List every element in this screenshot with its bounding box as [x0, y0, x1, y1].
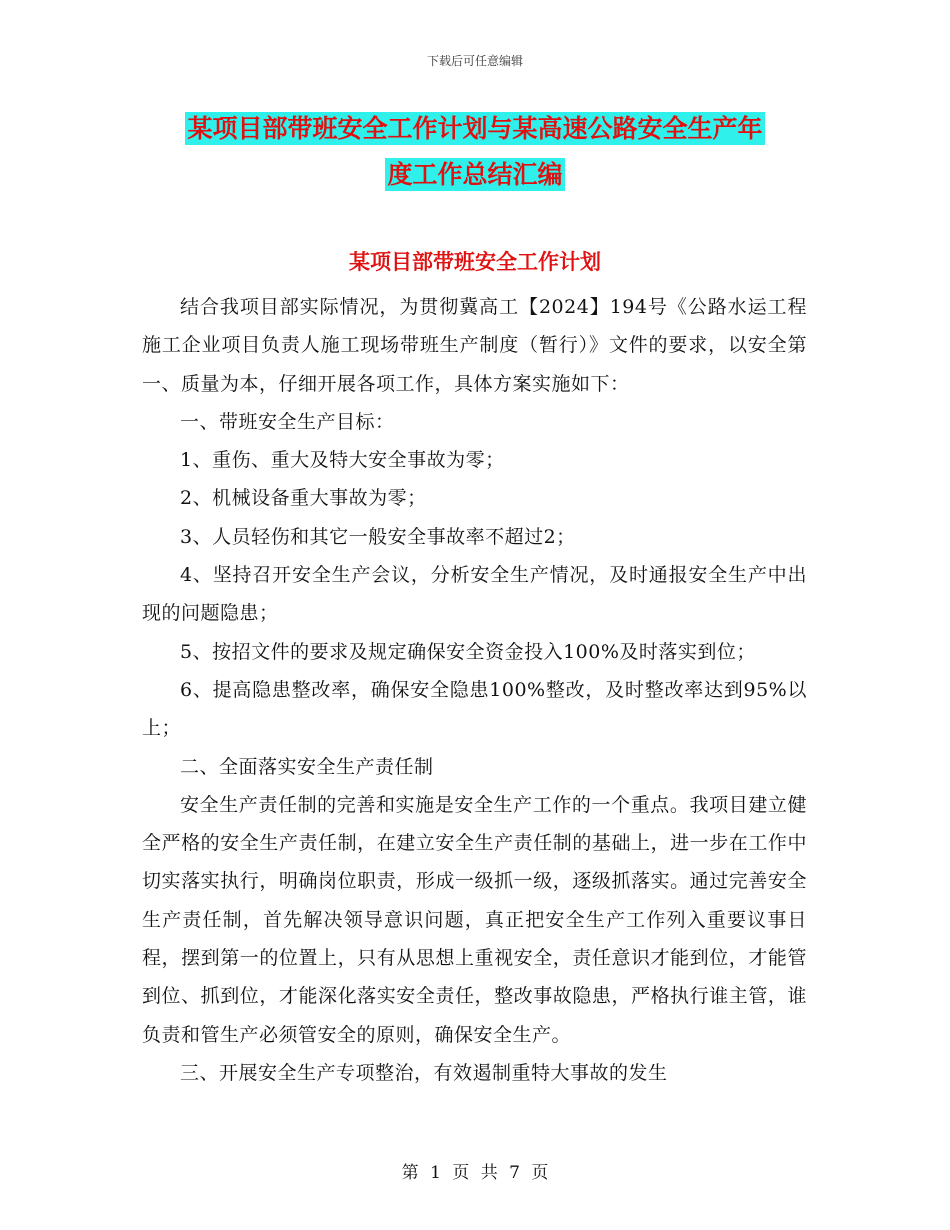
paragraph: 4、坚持召开安全生产会议，分析安全生产情况，及时通报安全生产中出现的问题隐患；	[142, 564, 807, 625]
paragraph: 3、人员轻伤和其它一般安全事故率不超过2；	[180, 525, 576, 548]
paragraph: 1、重伤、重大及特大安全事故为零；	[180, 449, 505, 472]
paragraph: 6、提高隐患整改率，确保安全隐患100%整改，及时整改率达到95%以上；	[142, 678, 807, 740]
document-title	[150, 106, 800, 198]
document-title-line-2: 度工作总结汇编	[387, 160, 563, 189]
paragraph: 三、开展安全生产专项整治，有效遏制重特大事故的发生	[180, 1061, 668, 1084]
paragraph: 二、全面落实安全生产责任制	[180, 755, 434, 778]
document-body	[142, 288, 807, 1092]
paragraph: 结合我项目部实际情况，为贯彻冀高工【2024】194号《公路水运工程施工企业项目负责人施工现场带班生产制度（暂行）》文件的要求，以安全第一、质量为本，仔细开展各项工作，具体方案实施如下：	[142, 296, 807, 395]
paragraph: 一、带班安全生产目标：	[180, 410, 395, 433]
paragraph: 2、机械设备重大事故为零；	[180, 487, 427, 510]
page-footer: 第 1 页 共 7 页	[401, 1163, 549, 1183]
header-note: 下载后可任意编辑	[426, 54, 523, 68]
section-title: 某项目部带班安全工作计划	[349, 250, 601, 274]
document-title-line-1: 某项目部带班安全工作计划与某高速公路安全生产年	[187, 114, 763, 143]
paragraph: 安全生产责任制的完善和实施是安全生产工作的一个重点。我项目建立健全严格的安全生产责任制，在建立安全生产责任制的基础上，进一步在工作中切实落实执行，明确岗位职责，形成一级抓一级，逐级抓落实。通过完善安全生产责任制，首先解决领导意识问题，真正把安全生产工作列入重要议事日程，摆到第一的位置上，只有从思想上重视安全，责任意识才能到位，才能管到位、抓到位，才能深化落实安全责任，整改事故隐患，严格执行谁主管，谁负责和管生产必须管安全的原则，确保安全生产。	[142, 793, 807, 1046]
paragraph: 5、按招文件的要求及规定确保安全资金投入100%及时落实到位；	[180, 640, 756, 663]
